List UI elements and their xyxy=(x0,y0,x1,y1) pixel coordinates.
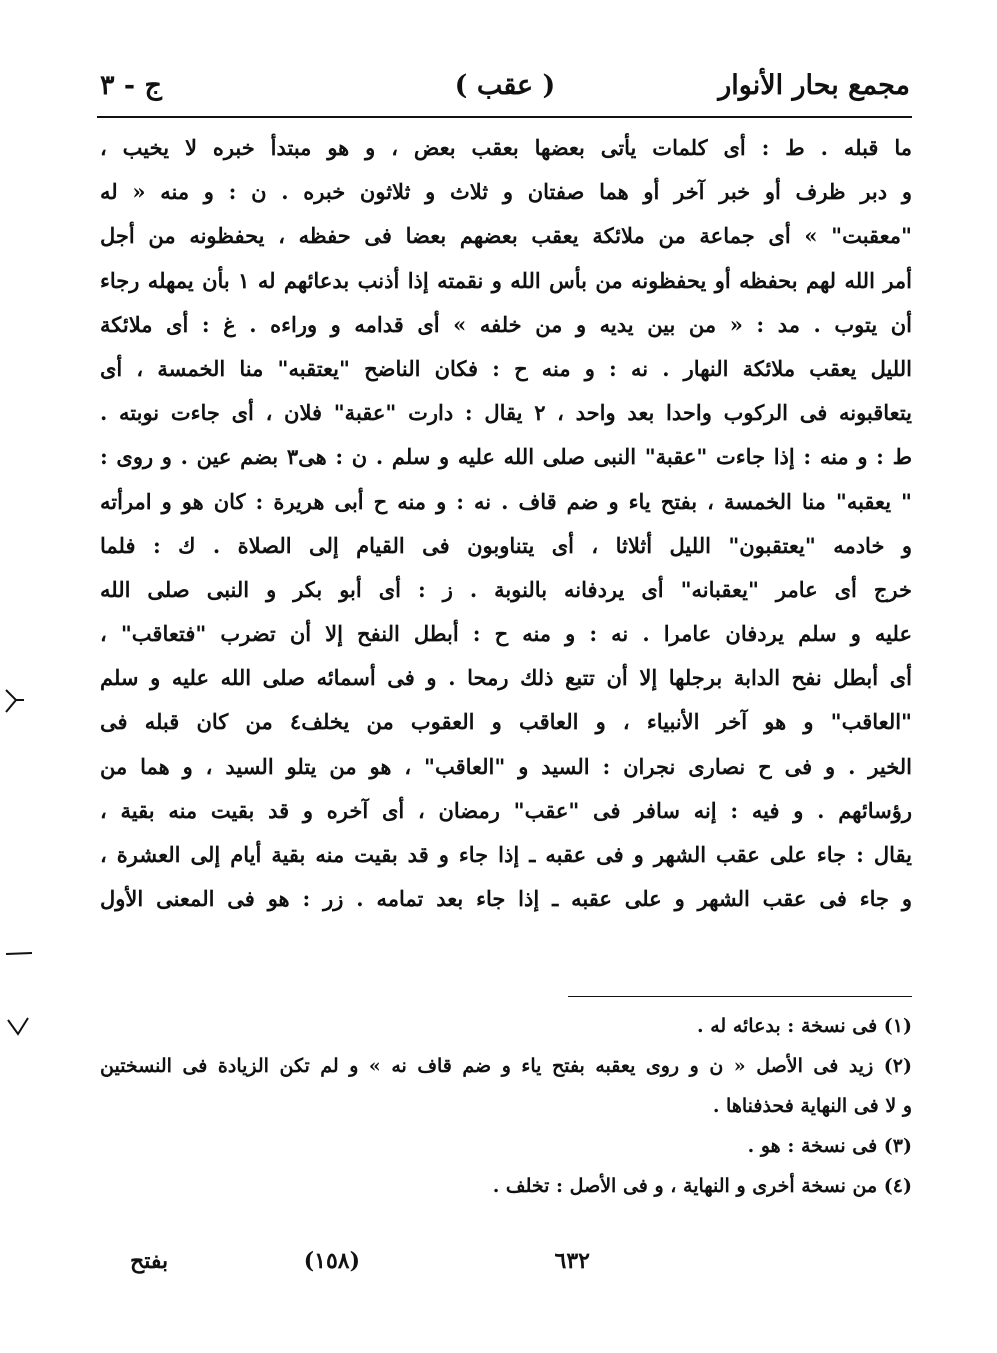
footnote-1: (١) فى نسخة : بدعائه له . xyxy=(697,1015,912,1037)
text-line: الخير . و فى ح نصارى نجران : السيد و "العاقب" ، هو من يتلو السيد ، و هما من xyxy=(100,753,912,779)
footnote-rule xyxy=(568,996,912,997)
footnote-4: (٤) من نسخة أخرى و النهاية ، و فى الأصل : تخلف . xyxy=(492,1175,912,1197)
text-line: "العاقب" و هو آخر الأنبياء ، و العاقب و العقوب من يخلف٤ من كان قبله فى xyxy=(100,709,912,735)
text-line: و خادمه "يعتقبون" الليل أثلاثا ، أى يتناوبون فى القيام إلى الصلاة . ك : فلما xyxy=(100,532,912,558)
book-title: مجمع بحار الأنوار xyxy=(718,70,910,101)
entry-heading: ( عقب ) xyxy=(454,70,556,101)
text-line: يتعاقبونه فى الركوب واحدا بعد واحد ، ٢ يقال : دارت "عقبة" فلان ، أى جاءت نوبته . xyxy=(100,400,912,426)
text-line: عليه و سلم يردفان عامرا . نه : و منه ح : أبطل النفح إلا أن تضرب "فتعاقب" ، xyxy=(100,621,912,647)
text-line: أى أبطل نفح الدابة برجلها إلا أن تتبع ذلك رمحا . و فى أسمائه صلى الله عليه و سلم xyxy=(100,665,912,691)
text-line: " يعقبه" منا الخمسة ، بفتح ياء و ضم قاف . نه : و منه ح أبى هريرة : كان هو و امرأته xyxy=(100,488,912,514)
margin-tick-icon xyxy=(4,686,26,716)
text-line: أن يتوب . مد : « من بين يديه و من خلفه » أى قدامه و وراءه . غ : أى ملائكة xyxy=(100,311,912,337)
margin-check-icon xyxy=(6,1016,30,1038)
page-number: ٦٣٢ xyxy=(554,1248,590,1274)
text-line: الليل يعقب ملائكة النهار . نه : و منه ح : فكان الناضح "يعتقبه" منا الخمسة ، أى xyxy=(100,355,912,381)
text-line: و دبر ظرف أو خبر آخر أو هما صفتان و ثلاث و ثلاثون خبره . ن : و منه « له xyxy=(100,179,912,205)
text-line: خرج أى عامر "يعقبانه" أى يردفانه بالنوبة . ز : أى أبو بكر و النبى صلى الله xyxy=(100,576,912,602)
page-header xyxy=(100,66,910,110)
footnote-3: (٣) فى نسخة : هو . xyxy=(747,1135,912,1157)
text-line: أمر الله لهم بحفظه أو يحفظونه من بأس الله و نقمته إذا أذنب بدعائهم له ١ بأن يمهله رجاء xyxy=(100,267,912,293)
text-line: و جاء فى عقب الشهر و على عقبه ـ إذا جاء بعد تمامه . زر : هو فى المعنى الأول xyxy=(100,886,912,912)
text-line: ما قبله . ط : أى كلمات يأتى بعضها بعقب بعض ، و هو مبتدأ خبره لا يخيب ، xyxy=(100,135,912,160)
margin-dash-icon xyxy=(4,948,34,960)
main-text xyxy=(100,126,912,921)
footnote-2: (٢) زيد فى الأصل « ن و روى يعقبه بفتح ياء و ضم قاف نه » و لم تكن الزيادة فى النسختين xyxy=(100,1055,912,1077)
text-line: يقال : جاء على عقب الشهر و فى عقبه ـ إذا جاء و قد بقيت منه بقية أيام إلى العشرة ، xyxy=(100,842,912,867)
footnote-2-continued: و لا فى النهاية فحذفناها . xyxy=(712,1095,912,1117)
text-line: ط : و منه : إذا جاءت "عقبة" النبى صلى الله عليه و سلم . ن : هى٣ بضم عين . و روى : xyxy=(100,444,912,470)
volume-label: ج - ٣ xyxy=(100,70,162,101)
page-footer xyxy=(100,1248,910,1288)
text-line: "معقبت" » أى جماعة من ملائكة يعقب بعضهم بعضا فى حفظه ، يحفظونه من أجل xyxy=(100,223,912,249)
signature-mark: (١٥٨) xyxy=(303,1248,360,1274)
catchword: بفتح xyxy=(130,1248,169,1274)
text-line: رؤسائهم . و فيه : إنه سافر فى "عقب" رمضان ، أى آخره و قد بقيت منه بقية ، xyxy=(100,797,912,823)
footnotes xyxy=(100,1006,912,1206)
header-rule xyxy=(97,116,912,118)
